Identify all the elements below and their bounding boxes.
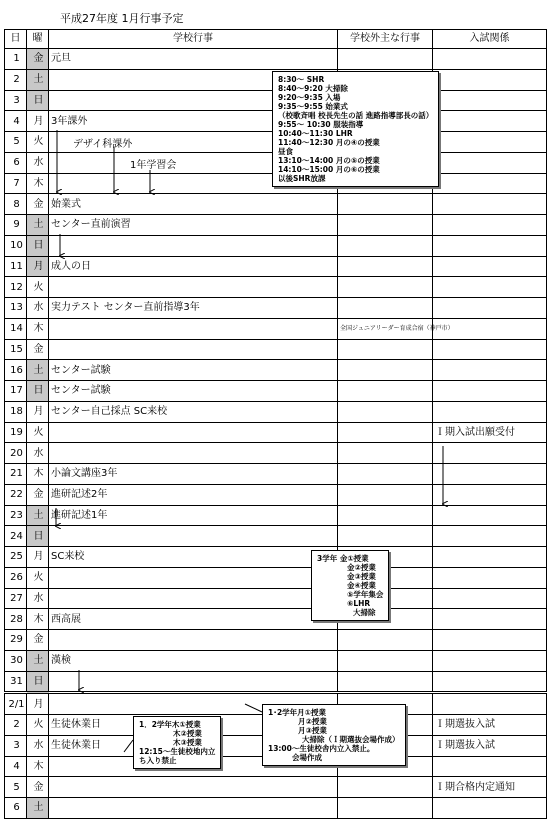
school-event-cell: 実力テスト センター直前指導3年	[49, 298, 338, 319]
day-cell: 10	[5, 235, 27, 256]
note-line: 1･2学年月①授業	[268, 708, 327, 717]
table-row	[5, 464, 547, 485]
entrance-cell	[433, 505, 547, 526]
entrance-cell	[433, 235, 547, 256]
day-cell: 2/1	[5, 693, 27, 715]
note-line: 9:55～ 10:30 服装指導	[278, 120, 364, 129]
weekday-cell: 日	[27, 526, 49, 547]
outside-event-cell	[338, 277, 433, 298]
table-row	[5, 49, 547, 70]
outside-event-cell	[338, 630, 433, 651]
note-line: 金③授業	[347, 572, 376, 581]
day-cell: 22	[5, 484, 27, 505]
entrance-cell	[433, 588, 547, 609]
school-event-cell: 進研記述2年	[49, 484, 338, 505]
school-event-cell: 生徒休業日	[49, 715, 338, 736]
table-row	[5, 547, 547, 568]
school-event-cell	[49, 777, 338, 798]
entrance-cell	[433, 381, 547, 402]
weekday-cell: 水	[27, 298, 49, 319]
day-cell: 6	[5, 152, 27, 173]
outside-event-cell	[338, 777, 433, 798]
header-entrance: 入試関係	[433, 30, 547, 49]
day-cell: 3	[5, 735, 27, 756]
school-event-cell: センター自己採点 SC来校	[49, 401, 338, 422]
table-row	[5, 318, 547, 339]
weekday-cell: 木	[27, 318, 49, 339]
entrance-cell	[433, 215, 547, 236]
note-line: 11:40～12:30 月の④の授業	[278, 138, 380, 147]
table-row	[5, 798, 547, 819]
weekday-cell: 土	[27, 69, 49, 90]
note-line: 大掃除（Ｉ期選抜会場作成）	[302, 735, 400, 744]
note-line: 昼食	[278, 147, 293, 156]
school-event-cell	[49, 339, 338, 360]
note-line: 月③授業	[298, 726, 327, 735]
school-event-cell	[49, 588, 338, 609]
outside-event-cell	[338, 798, 433, 819]
day-cell: 1	[5, 49, 27, 70]
entrance-cell	[433, 49, 547, 70]
table-row	[5, 443, 547, 464]
outside-event-cell	[338, 443, 433, 464]
entrance-cell	[433, 360, 547, 381]
entrance-cell	[433, 693, 547, 715]
note-line: 8:40～9:20 大掃除	[278, 84, 348, 93]
header-school: 学校行事	[49, 30, 338, 49]
school-event-cell: 生徒休業日	[49, 735, 338, 756]
note-line: 月②授業	[298, 717, 327, 726]
outside-event-cell	[338, 464, 433, 485]
outside-event-cell	[338, 360, 433, 381]
school-event-cell: センター試験	[49, 360, 338, 381]
entrance-cell	[433, 173, 547, 194]
note-line: 13:10～14:00 月の⑤の授業	[278, 156, 380, 165]
note-line: 9:20～9:35 入場	[278, 93, 341, 102]
weekday-cell: 月	[27, 256, 49, 277]
entrance-cell	[433, 277, 547, 298]
day-cell: 24	[5, 526, 27, 547]
school-event-cell	[49, 671, 338, 693]
outside-event-cell	[338, 235, 433, 256]
entrance-cell	[433, 798, 547, 819]
weekday-cell: 日	[27, 90, 49, 111]
table-row	[5, 422, 547, 443]
weekday-cell: 土	[27, 650, 49, 671]
day-cell: 18	[5, 401, 27, 422]
school-event-cell: 西高展	[49, 609, 338, 630]
opening-ceremony-note	[272, 71, 439, 187]
day-cell: 25	[5, 547, 27, 568]
day-cell: 26	[5, 567, 27, 588]
entrance-cell	[433, 401, 547, 422]
weekday-cell: 月	[27, 111, 49, 132]
school-event-cell: 元旦	[49, 49, 338, 70]
feb-grade12-monday-note	[262, 704, 406, 766]
weekday-cell: 日	[27, 381, 49, 402]
day-cell: 28	[5, 609, 27, 630]
table-row	[5, 567, 547, 588]
table-row	[5, 277, 547, 298]
weekday-cell: 土	[27, 505, 49, 526]
day-cell: 5	[5, 132, 27, 153]
weekday-cell: 月	[27, 547, 49, 568]
entrance-cell	[433, 630, 547, 651]
entrance-cell	[433, 650, 547, 671]
weekday-cell: 金	[27, 630, 49, 651]
note-line: ⑥LHR	[347, 599, 371, 608]
weekday-cell: 火	[27, 277, 49, 298]
school-event-cell: 成人の日	[49, 256, 338, 277]
entrance-cell: Ｉ期選抜入試	[433, 735, 547, 756]
entrance-cell: Ｉ期合格内定通知	[433, 777, 547, 798]
day-cell: 20	[5, 443, 27, 464]
outside-event-cell	[338, 505, 433, 526]
day-cell: 9	[5, 215, 27, 236]
school-event-cell	[49, 277, 338, 298]
outside-event-cell	[338, 381, 433, 402]
table-row	[5, 650, 547, 671]
entrance-cell	[433, 111, 547, 132]
outside-event-cell	[338, 650, 433, 671]
day-cell: 29	[5, 630, 27, 651]
outside-event-cell: 全国ジュニアリーダー育成合宿（神戸市）	[338, 318, 433, 339]
weekday-cell: 火	[27, 132, 49, 153]
header-row	[5, 30, 547, 49]
label-study-session: 1年学習会	[130, 160, 177, 171]
table-row	[5, 526, 547, 547]
weekday-cell: 金	[27, 49, 49, 70]
weekday-cell: 日	[27, 671, 49, 693]
school-event-cell	[49, 235, 338, 256]
outside-event-cell	[338, 401, 433, 422]
day-cell: 7	[5, 173, 27, 194]
entrance-cell	[433, 567, 547, 588]
entrance-cell	[433, 69, 547, 90]
day-cell: 19	[5, 422, 27, 443]
weekday-cell: 金	[27, 484, 49, 505]
weekday-cell: 火	[27, 567, 49, 588]
table-row	[5, 671, 547, 693]
entrance-cell	[433, 443, 547, 464]
day-cell: 30	[5, 650, 27, 671]
school-event-cell: 漢検	[49, 650, 338, 671]
outside-event-cell	[338, 422, 433, 443]
day-cell: 13	[5, 298, 27, 319]
entrance-cell	[433, 547, 547, 568]
table-row	[5, 360, 547, 381]
weekday-cell: 火	[27, 422, 49, 443]
school-event-cell	[49, 443, 338, 464]
day-cell: 16	[5, 360, 27, 381]
feb-grade12-thursday-note	[133, 716, 221, 769]
weekday-cell: 水	[27, 152, 49, 173]
weekday-cell: 水	[27, 735, 49, 756]
weekday-cell: 月	[27, 693, 49, 715]
header-weekday: 曜	[27, 30, 49, 49]
school-event-cell: センター試験	[49, 381, 338, 402]
weekday-cell: 日	[27, 235, 49, 256]
table-row	[5, 630, 547, 651]
note-line: 大掃除	[353, 608, 376, 617]
entrance-cell	[433, 464, 547, 485]
day-cell: 3	[5, 90, 27, 111]
note-line: 3学年 金①授業	[317, 554, 369, 563]
day-cell: 11	[5, 256, 27, 277]
note-line: （校歌斉唱 校長先生の話 進路指導部長の話）	[278, 111, 434, 120]
day-cell: 8	[5, 194, 27, 215]
entrance-cell	[433, 90, 547, 111]
day-cell: 4	[5, 756, 27, 777]
outside-event-cell	[338, 256, 433, 277]
school-event-cell: 3年課外	[49, 111, 338, 132]
note-line: 木③授業	[173, 738, 202, 747]
day-cell: 21	[5, 464, 27, 485]
school-event-cell: 始業式	[49, 194, 338, 215]
outside-event-cell	[338, 671, 433, 693]
school-event-cell: 小論文講座3年	[49, 464, 338, 485]
weekday-cell: 火	[27, 715, 49, 736]
school-event-cell	[49, 526, 338, 547]
note-line: ⑤学年集会	[347, 590, 384, 599]
label-design-extra: デザイ科課外	[73, 139, 133, 150]
note-line: 8:30～ SHR	[278, 75, 325, 84]
entrance-cell	[433, 194, 547, 215]
note-line: 12:15～生徒校地内立	[139, 747, 216, 756]
day-cell: 14	[5, 318, 27, 339]
day-cell: 2	[5, 715, 27, 736]
table-row	[5, 256, 547, 277]
table-row	[5, 777, 547, 798]
entrance-cell	[433, 298, 547, 319]
note-line: ち入り禁止	[139, 756, 177, 765]
outside-event-cell	[338, 298, 433, 319]
weekday-cell: 土	[27, 360, 49, 381]
note-line: 9:35～9:55 始業式	[278, 102, 348, 111]
header-day: 日	[5, 30, 27, 49]
table-row	[5, 339, 547, 360]
entrance-cell	[433, 671, 547, 693]
weekday-cell: 水	[27, 443, 49, 464]
table-row	[5, 588, 547, 609]
note-line: 金④授業	[347, 581, 376, 590]
entrance-cell	[433, 152, 547, 173]
weekday-cell: 土	[27, 215, 49, 236]
note-line: 1．2学年木①授業	[139, 720, 201, 729]
note-line: 木②授業	[173, 729, 202, 738]
table-row	[5, 194, 547, 215]
note-line: 以後SHR放課	[278, 174, 326, 183]
table-row	[5, 484, 547, 505]
table-row	[5, 381, 547, 402]
weekday-cell: 金	[27, 777, 49, 798]
day-cell: 23	[5, 505, 27, 526]
day-cell: 6	[5, 798, 27, 819]
header-outside: 学校外主な行事	[338, 30, 433, 49]
weekday-cell: 金	[27, 339, 49, 360]
day-cell: 15	[5, 339, 27, 360]
school-event-cell: SC来校	[49, 547, 338, 568]
day-cell: 4	[5, 111, 27, 132]
weekday-cell: 金	[27, 194, 49, 215]
weekday-cell: 土	[27, 798, 49, 819]
weekday-cell: 木	[27, 173, 49, 194]
day-cell: 27	[5, 588, 27, 609]
school-event-cell: センター直前演習	[49, 215, 338, 236]
day-cell: 5	[5, 777, 27, 798]
table-row	[5, 235, 547, 256]
weekday-cell: 水	[27, 588, 49, 609]
entrance-cell	[433, 339, 547, 360]
note-line: 金②授業	[347, 563, 376, 572]
outside-event-cell	[338, 484, 433, 505]
table-row	[5, 298, 547, 319]
weekday-cell: 木	[27, 609, 49, 630]
school-event-cell	[49, 422, 338, 443]
weekday-cell: 木	[27, 464, 49, 485]
outside-event-cell	[338, 339, 433, 360]
weekday-cell: 木	[27, 756, 49, 777]
outside-event-cell	[338, 526, 433, 547]
outside-event-cell	[338, 194, 433, 215]
entrance-cell: Ｉ期選抜入試	[433, 715, 547, 736]
note-line: 14:10～15:00 月の⑥の授業	[278, 165, 380, 174]
table-row	[5, 215, 547, 236]
school-event-cell	[49, 567, 338, 588]
table-row	[5, 609, 547, 630]
page-title: 平成27年度 1月行事予定	[60, 12, 184, 25]
day-cell: 12	[5, 277, 27, 298]
entrance-cell	[433, 132, 547, 153]
school-event-cell	[49, 318, 338, 339]
school-event-cell	[49, 798, 338, 819]
outside-event-cell	[338, 215, 433, 236]
weekday-cell: 月	[27, 401, 49, 422]
day-cell: 31	[5, 671, 27, 693]
entrance-cell	[433, 484, 547, 505]
school-event-cell	[49, 630, 338, 651]
day-cell: 17	[5, 381, 27, 402]
note-line: 会場作成	[292, 753, 322, 762]
entrance-cell	[433, 256, 547, 277]
outside-event-cell	[338, 49, 433, 70]
note-line: 10:40～11:30 LHR	[278, 129, 353, 138]
grade3-schedule-note	[311, 550, 389, 621]
note-line: 13:00～生徒校舎内立入禁止。	[268, 744, 375, 753]
school-event-cell: 進研記述1年	[49, 505, 338, 526]
table-row	[5, 401, 547, 422]
entrance-cell: Ｉ期入試出願受付	[433, 422, 547, 443]
entrance-cell	[433, 609, 547, 630]
entrance-cell	[433, 526, 547, 547]
table-row	[5, 505, 547, 526]
entrance-cell	[433, 756, 547, 777]
day-cell: 2	[5, 69, 27, 90]
